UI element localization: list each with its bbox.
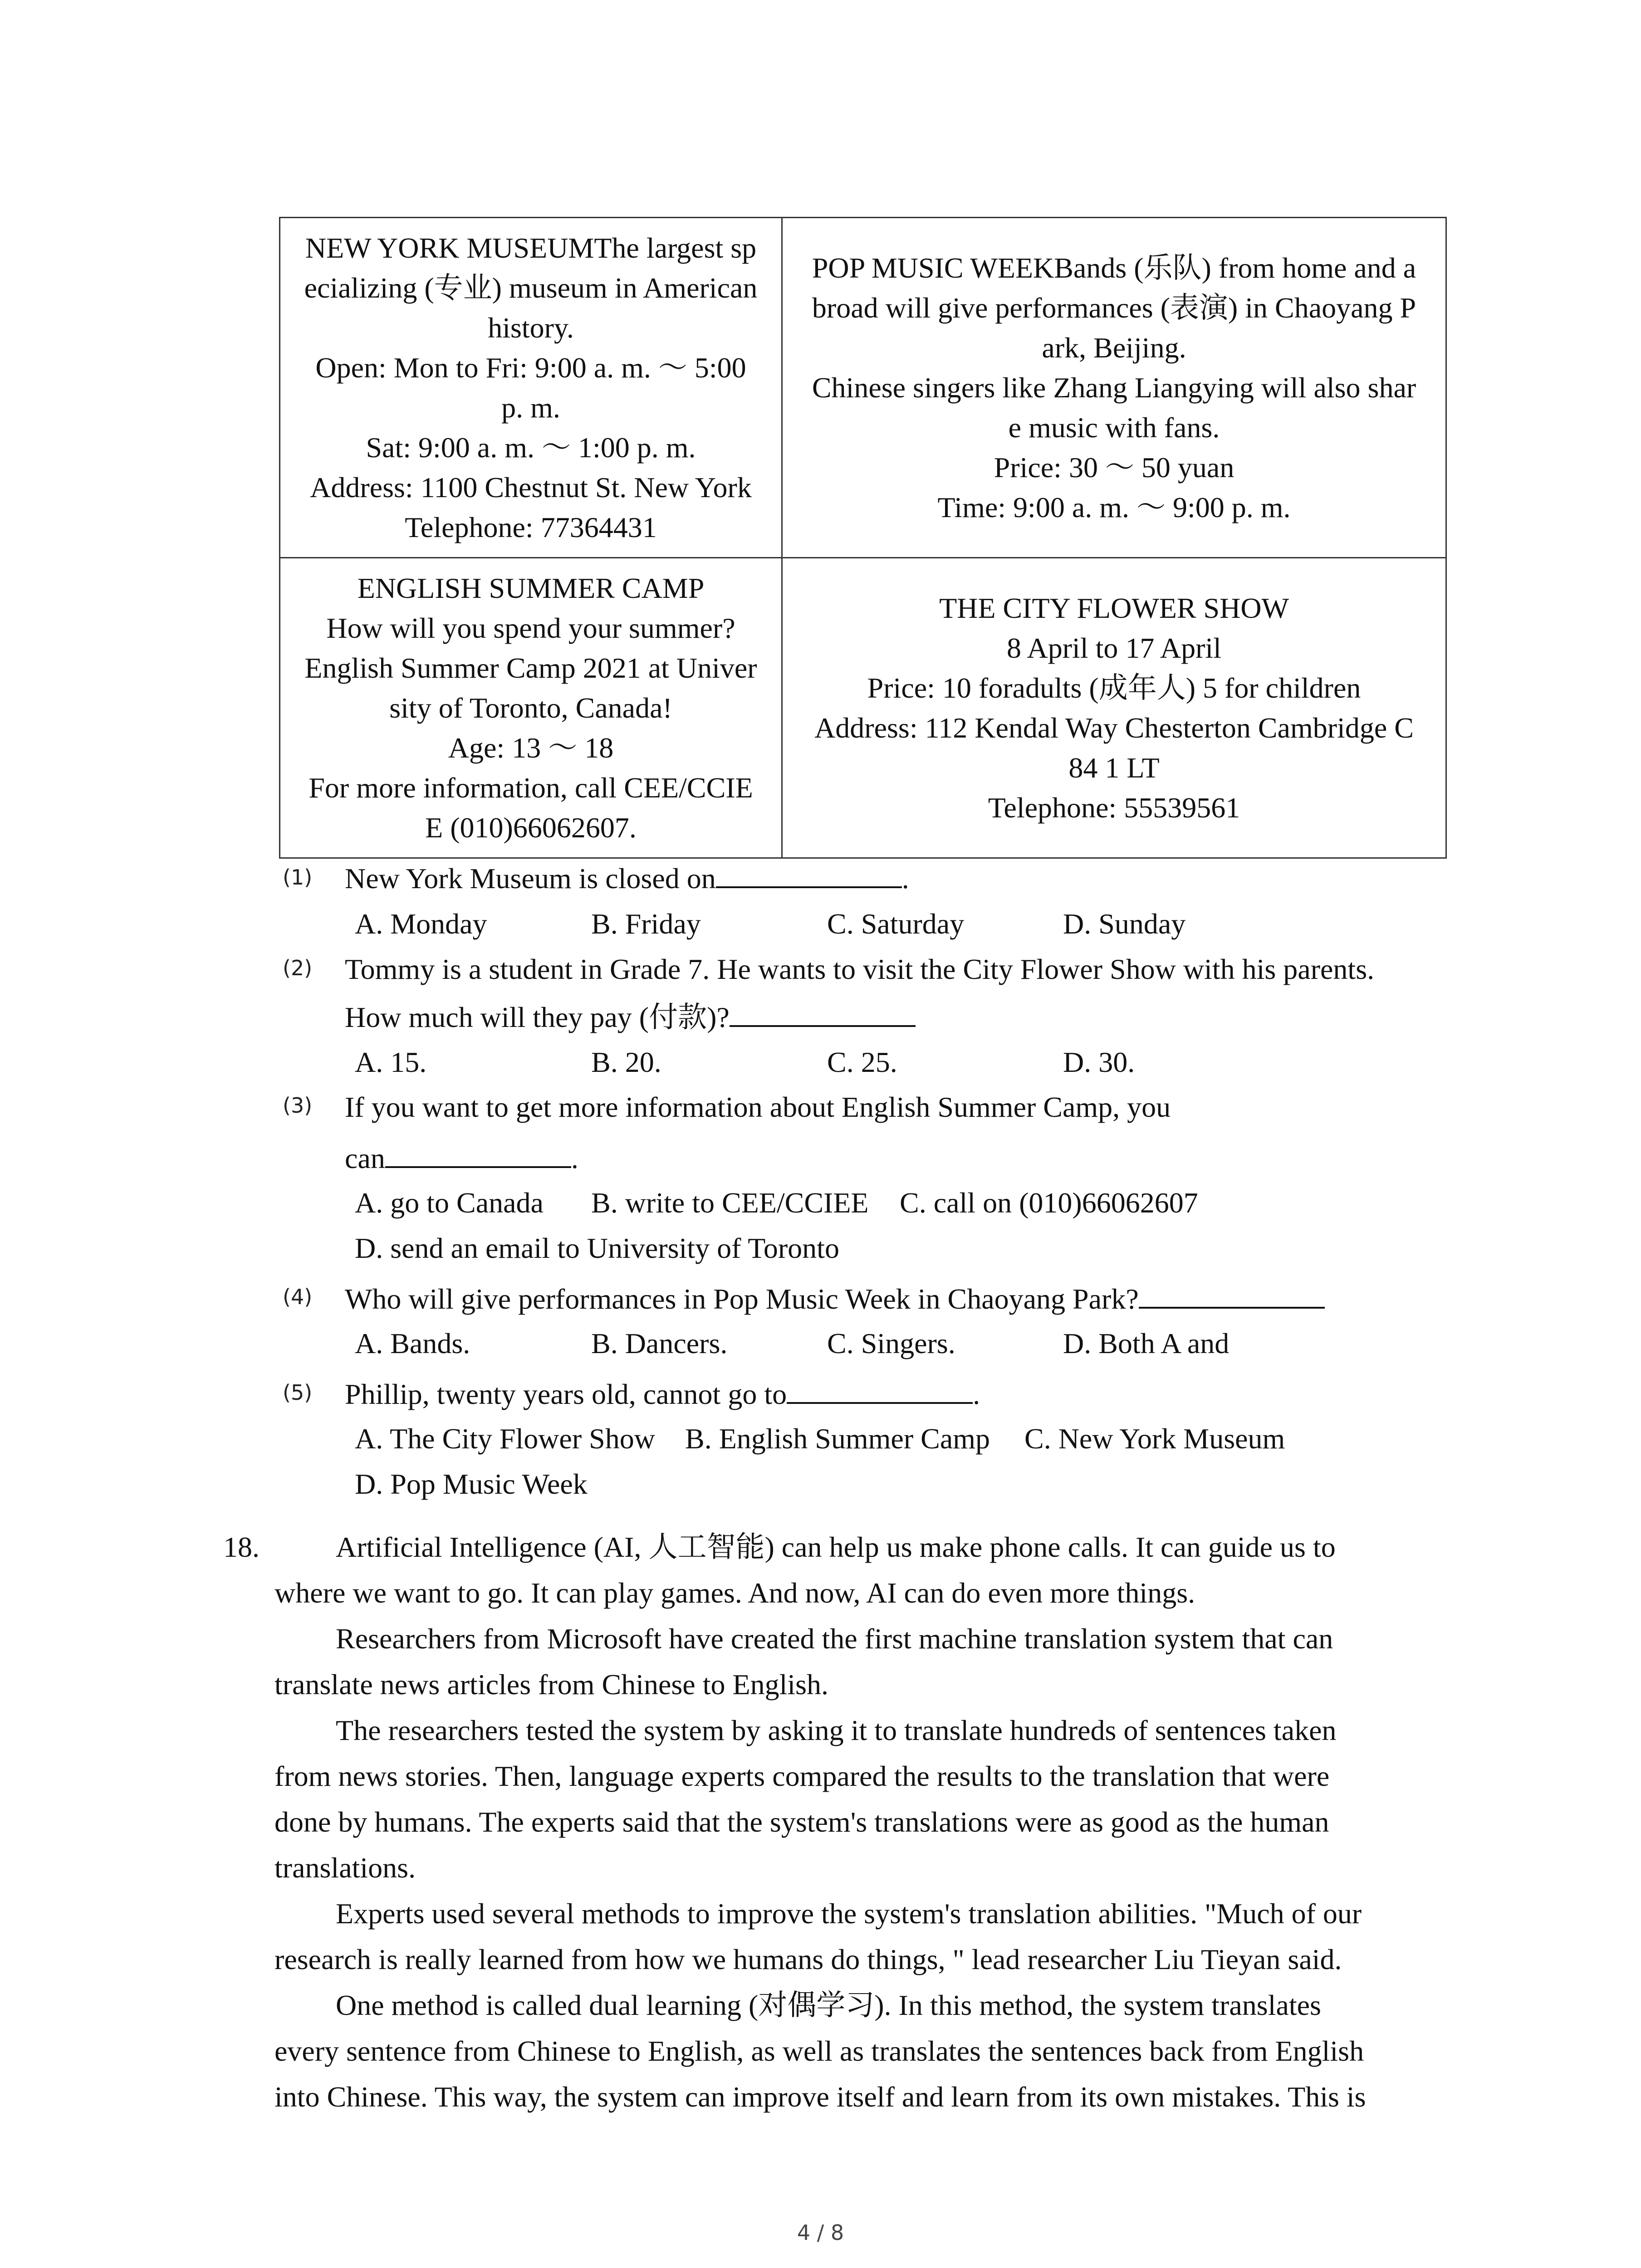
question-number: (2) bbox=[283, 956, 313, 980]
ad-line: p. m. bbox=[501, 391, 560, 424]
passage-line: from news stories. Then, language experts compared the results to the translation that were bbox=[274, 1760, 1330, 1792]
passage-line: One method is called dual learning (对偶学习). In this method, the system translates bbox=[336, 1989, 1321, 2021]
ad-line: Telephone: 77364431 bbox=[405, 511, 657, 543]
answer-blank[interactable] bbox=[385, 1139, 571, 1168]
passage-line: Artificial Intelligence (AI, 人工智能) can help us make phone calls. It can guide us to bbox=[336, 1531, 1336, 1563]
ad-line: sity of Toronto, Canada! bbox=[389, 691, 672, 724]
ad-line: Address: 1100 Chestnut St. New York bbox=[310, 471, 752, 503]
option-d[interactable]: D. Both A and bbox=[1063, 1327, 1230, 1359]
option-b[interactable]: B. Friday bbox=[591, 908, 701, 940]
passage-line: Experts used several methods to improve the system's translation abilities. "Much of our bbox=[336, 1897, 1362, 1930]
passage-line: where we want to go. It can play games. And now, AI can do even more things. bbox=[274, 1577, 1195, 1609]
ad-line: Address: 112 Kendal Way Chesterton Cambridge C bbox=[814, 711, 1414, 744]
option-c[interactable]: C. call on (010)66062607 bbox=[900, 1187, 1198, 1219]
option-d[interactable]: D. send an email to University of Toronto bbox=[355, 1232, 839, 1264]
ad-line: How will you spend your summer? bbox=[326, 611, 735, 644]
option-a[interactable]: A. Bands. bbox=[355, 1327, 470, 1359]
ad-line: For more information, call CEE/CCIE bbox=[309, 771, 753, 804]
question-text: If you want to get more information about English Summer Camp, you bbox=[345, 1091, 1171, 1123]
question-number: (4) bbox=[283, 1285, 313, 1309]
ad-line: NEW YORK MUSEUMThe largest sp bbox=[305, 231, 757, 264]
passage-line: translate news articles from Chinese to English. bbox=[274, 1668, 829, 1701]
ad-line: ENGLISH SUMMER CAMP bbox=[357, 572, 705, 604]
ad-line: Sat: 9:00 a. m. ～ 1:00 p. m. bbox=[366, 431, 696, 464]
answer-blank[interactable] bbox=[787, 1375, 973, 1404]
option-a[interactable]: A. go to Canada bbox=[355, 1187, 544, 1219]
ad-table bbox=[279, 217, 1447, 859]
question-text: Tommy is a student in Grade 7. He wants to visit the City Flower Show with his parents. bbox=[345, 953, 1375, 985]
passage-line: done by humans. The experts said that the system's translations were as good as the human bbox=[274, 1806, 1329, 1838]
ad-city-flower-show bbox=[783, 558, 1445, 857]
passage-line: Researchers from Microsoft have created the first machine translation system that can bbox=[336, 1623, 1333, 1655]
option-a[interactable]: A. 15. bbox=[355, 1046, 427, 1078]
option-b[interactable]: B. Dancers. bbox=[591, 1327, 728, 1359]
passage-line: research is really learned from how we humans do things, " lead researcher Liu Tieyan said. bbox=[274, 1943, 1342, 1975]
option-a[interactable]: A. Monday bbox=[355, 908, 487, 940]
option-b[interactable]: B. 20. bbox=[591, 1046, 661, 1078]
option-d[interactable]: D. 30. bbox=[1063, 1046, 1135, 1078]
question-tail: . bbox=[973, 1378, 980, 1410]
question-number-18: 18. bbox=[223, 1531, 260, 1563]
ad-new-york-museum bbox=[280, 218, 783, 558]
ad-line: English Summer Camp 2021 at Univer bbox=[304, 651, 757, 684]
answer-blank[interactable] bbox=[1139, 1280, 1325, 1309]
ad-line: E (010)66062607. bbox=[425, 811, 637, 844]
passage-line: The researchers tested the system by asking it to translate hundreds of sentences taken bbox=[336, 1714, 1337, 1746]
ad-line: Price: 30 ～ 50 yuan bbox=[994, 451, 1234, 484]
passage-line: into Chinese. This way, the system can improve itself and learn from its own mistakes. This is bbox=[274, 2081, 1366, 2113]
option-c[interactable]: C. New York Museum bbox=[1024, 1422, 1285, 1455]
question-number: (3) bbox=[283, 1093, 313, 1118]
ad-line: Price: 10 foradults (成年人) 5 for children bbox=[867, 671, 1361, 704]
question-stem bbox=[345, 997, 916, 1037]
ad-pop-music-week bbox=[783, 218, 1445, 558]
option-c[interactable]: C. 25. bbox=[827, 1046, 897, 1078]
option-c[interactable]: C. Saturday bbox=[827, 908, 965, 940]
question-text: How much will they pay (付款)? bbox=[345, 1001, 730, 1033]
option-b[interactable]: B. English Summer Camp bbox=[685, 1422, 990, 1455]
ad-line: Chinese singers like Zhang Liangying will also shar bbox=[812, 371, 1416, 404]
question-stem bbox=[345, 1374, 980, 1414]
ad-line: THE CITY FLOWER SHOW bbox=[939, 591, 1289, 624]
ad-line: Open: Mon to Fri: 9:00 a. m. ～ 5:00 bbox=[315, 351, 746, 384]
option-a[interactable]: A. The City Flower Show bbox=[355, 1422, 655, 1455]
answer-blank[interactable] bbox=[716, 859, 902, 888]
ad-line: ark, Beijing. bbox=[1042, 331, 1186, 364]
option-c[interactable]: C. Singers. bbox=[827, 1327, 955, 1359]
option-d[interactable]: D. Pop Music Week bbox=[355, 1468, 588, 1500]
passage-line: translations. bbox=[274, 1852, 416, 1884]
question-number: (5) bbox=[283, 1380, 313, 1405]
ad-line: Time: 9:00 a. m. ～ 9:00 p. m. bbox=[937, 491, 1291, 523]
question-text: can bbox=[345, 1142, 385, 1174]
ad-line: ecializing (专业) museum in American bbox=[304, 271, 758, 304]
ad-line: 8 April to 17 April bbox=[1007, 631, 1221, 664]
question-number: (1) bbox=[283, 865, 313, 890]
option-d[interactable]: D. Sunday bbox=[1063, 908, 1186, 940]
question-stem bbox=[345, 859, 909, 899]
page-number: 4 / 8 bbox=[797, 2220, 844, 2245]
ad-line: e music with fans. bbox=[1008, 411, 1220, 444]
question-tail: . bbox=[571, 1142, 578, 1174]
ad-line: Age: 13 ～ 18 bbox=[448, 731, 614, 764]
question-text: Who will give performances in Pop Music Week in Chaoyang Park? bbox=[345, 1283, 1139, 1315]
passage-line: every sentence from Chinese to English, as well as translates the sentences back from English bbox=[274, 2035, 1364, 2067]
question-text: Phillip, twenty years old, cannot go to bbox=[345, 1378, 787, 1410]
answer-blank[interactable] bbox=[730, 998, 916, 1027]
ad-line: history. bbox=[488, 311, 574, 344]
ad-line: broad will give performances (表演) in Chaoyang P bbox=[812, 291, 1416, 324]
question-tail: . bbox=[901, 862, 909, 894]
ad-line: POP MUSIC WEEKBands (乐队) from home and a bbox=[812, 251, 1416, 284]
ad-line: 84 1 LT bbox=[1068, 751, 1160, 784]
ad-english-summer-camp bbox=[280, 558, 783, 857]
question-text: New York Museum is closed on bbox=[345, 862, 716, 894]
question-stem bbox=[345, 1139, 578, 1178]
question-stem bbox=[345, 1279, 1325, 1319]
option-b[interactable]: B. write to CEE/CCIEE bbox=[591, 1187, 869, 1219]
ad-line: Telephone: 55539561 bbox=[988, 791, 1240, 824]
